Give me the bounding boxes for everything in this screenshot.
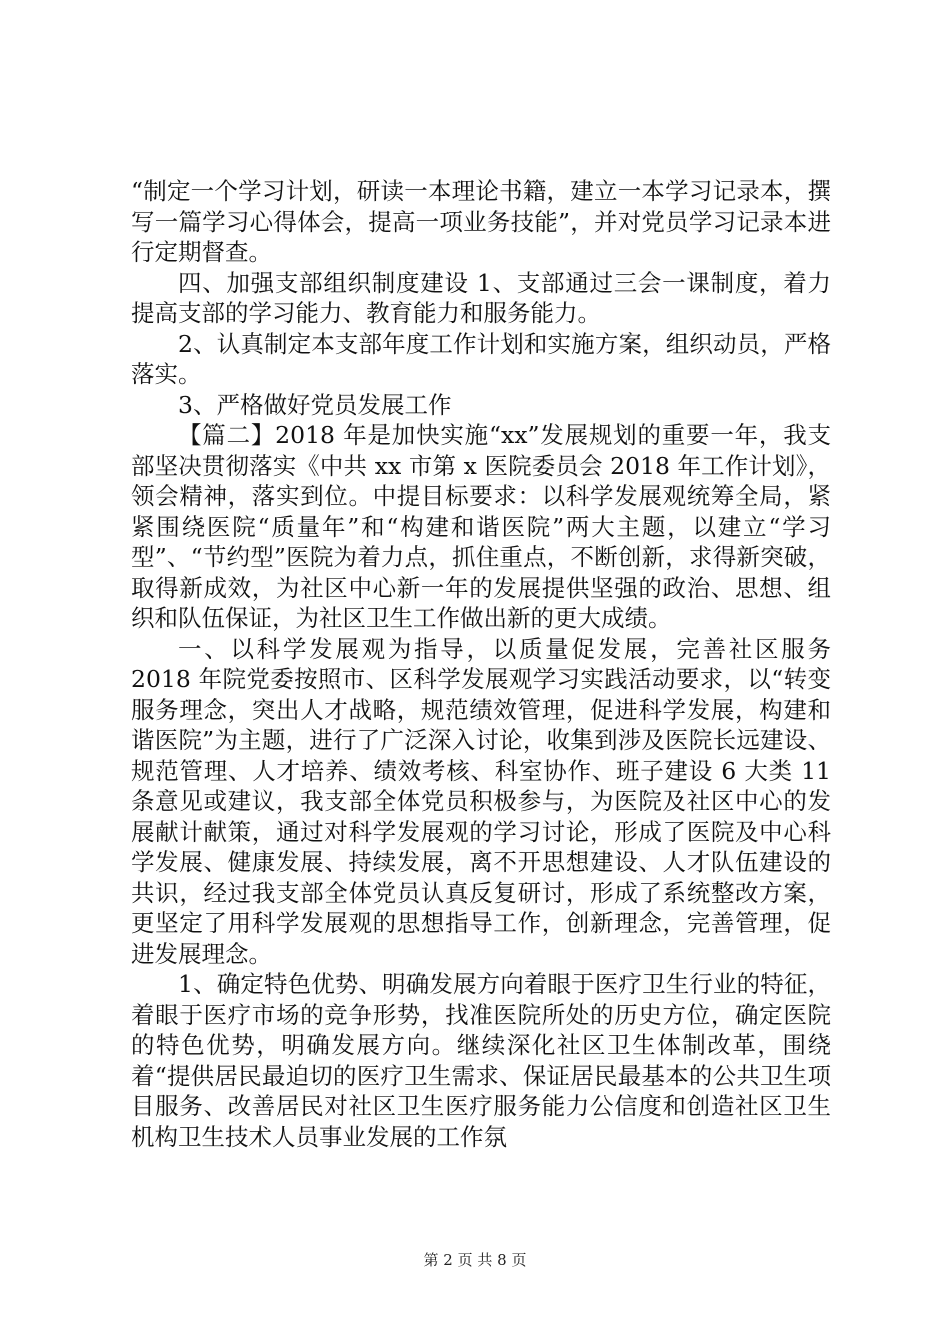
paragraph-6: 一、以科学发展观为指导，以质量促发展，完善社区服务 2018 年院党委按照市、区科学发展观学习实践活动要求，以“转变服务理念，突出人才战略，规范绩效管理，促进科学发展，构建和谐医院”为主题，进行了广泛深入讨论，收集到涉及医院长远建设、规范管理、人才培养、绩效考核、科室协作、班子建设 6 大类 11 条意见或建议，我支部全体党员积极参与，为医院及社区中心的发展献计献策，通过对科学发展观的学习讨论，形成了医院及中心科学发展、健康发展、持续发展，离不开思想建设、人才队伍建设的共识，经过我支部全体党员认真反复研讨，形成了系统整改方案，更坚定了用科学发展观的思想指导工作，创新理念，完善管理，促进发展理念。 bbox=[131, 634, 831, 968]
page-footer: 第 2 页 共 8 页 bbox=[423, 1251, 527, 1269]
paragraph-2: 四、加强支部组织制度建设 1、支部通过三会一课制度，着力提高支部的学习能力、教育能力和服务能力。 bbox=[131, 268, 831, 327]
paragraph-5: 【篇二】2018 年是加快实施“xx”发展规划的重要一年，我支部坚决贯彻落实《中共 xx 市第 x 医院委员会 2018 年工作计划》，领会精神，落实到位。中提目标要求：以科学发展观统筹全局，紧紧围绕医院“质量年”和“构建和谐医院”两大主题，以建立“学习型”、“节约型”医院为着力点，抓住重点，不断创新，求得新突破，取得新成效，为社区中心新一年的发展提供坚强的政治、思想、组织和队伍保证，为社区卫生工作做出新的更大成绩。 bbox=[131, 421, 831, 632]
paragraph-3: 2、认真制定本支部年度工作计划和实施方案，组织动员，严格落实。 bbox=[131, 329, 831, 388]
paragraph-1: “制定一个学习计划，研读一本理论书籍，建立一本学习记录本，撰写一篇学习心得体会，提高一项业务技能”，并对党员学习记录本进行定期督查。 bbox=[131, 177, 831, 266]
document-body bbox=[131, 176, 831, 1152]
paragraph-4: 3、严格做好党员发展工作 bbox=[178, 390, 452, 419]
paragraph-7: 1、确定特色优势、明确发展方向着眼于医疗卫生行业的特征，着眼于医疗市场的竞争形势，找准医院所处的历史方位，确定医院的特色优势，明确发展方向。继续深化社区卫生体制改革，围绕着“提供居民最迫切的医疗卫生需求、保证居民最基本的公共卫生项目服务、改善居民对社区卫生医疗服务能力公信度和创造社区卫生机构卫生技术人员事业发展的工作氛 bbox=[131, 970, 831, 1151]
